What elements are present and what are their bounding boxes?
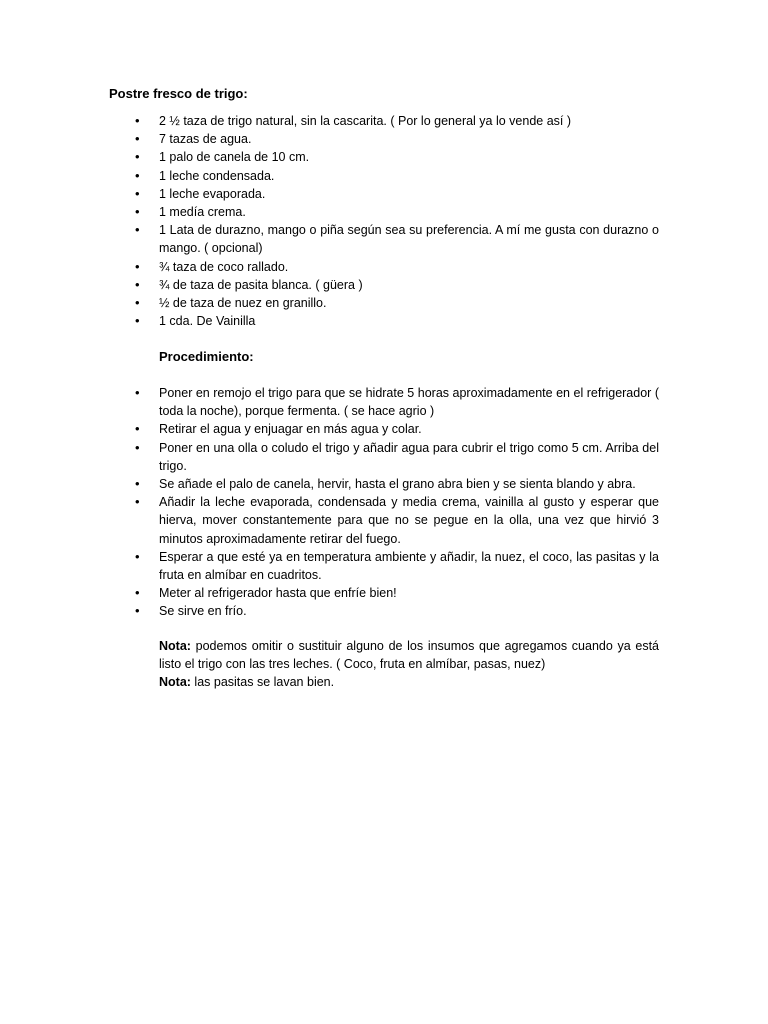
document-title: Postre fresco de trigo: bbox=[109, 86, 248, 101]
bullet-icon: • bbox=[135, 585, 140, 601]
step-text: Meter al refrigerador hasta que enfríe bien! bbox=[159, 586, 397, 601]
bullet-icon: • bbox=[135, 276, 140, 292]
list-item bbox=[135, 112, 659, 130]
ingredient-text: ½ de taza de nuez en granillo. bbox=[159, 296, 327, 311]
bullet-icon: • bbox=[135, 131, 140, 147]
ingredient-text: 1 leche evaporada. bbox=[159, 186, 266, 201]
list-item bbox=[135, 439, 659, 475]
note-paragraph bbox=[159, 637, 659, 673]
note-label: Nota: bbox=[159, 639, 191, 653]
step-text: Poner en una olla o coludo el trigo y añadir agua para cubrir el trigo como 5 cm. Arriba del trigo. bbox=[159, 440, 659, 473]
bullet-icon: • bbox=[135, 494, 140, 510]
note-text: las pasitas se lavan bien. bbox=[190, 675, 335, 690]
list-item bbox=[135, 203, 659, 221]
bullet-icon: • bbox=[135, 548, 140, 564]
list-item bbox=[135, 312, 659, 330]
bullet-icon: • bbox=[135, 385, 140, 400]
step-text: Retirar el agua y enjuagar en más agua y colar. bbox=[159, 422, 422, 437]
list-item bbox=[135, 294, 659, 312]
bullet-icon: • bbox=[135, 421, 140, 437]
list-item bbox=[135, 148, 659, 166]
bullet-icon: • bbox=[135, 149, 140, 165]
bullet-icon: • bbox=[135, 295, 140, 311]
list-item bbox=[135, 384, 659, 420]
bullet-icon: • bbox=[135, 185, 140, 201]
bullet-icon: • bbox=[135, 258, 140, 274]
step-text: Añadir la leche evaporada, condensada y media crema, vainilla al gusto y esperar que hierva, mover constantemente para que no se pegue en la olla, una vez que hirvió 3 minutos aproximadamente retirar del fuego. bbox=[159, 495, 659, 546]
bullet-icon: • bbox=[135, 313, 140, 329]
ingredients-list bbox=[135, 112, 659, 330]
list-item bbox=[135, 584, 659, 602]
ingredient-text: 2 ½ taza de trigo natural, sin la cascarita. ( Por lo general ya lo vende así ) bbox=[159, 114, 572, 128]
step-text: Se sirve en frío. bbox=[159, 604, 247, 619]
bullet-icon: • bbox=[135, 113, 140, 128]
bullet-icon: • bbox=[135, 476, 140, 492]
note-paragraph bbox=[159, 673, 659, 691]
list-item bbox=[135, 493, 659, 548]
bullet-icon: • bbox=[135, 439, 140, 455]
ingredient-text: ¾ taza de coco rallado. bbox=[159, 259, 289, 274]
list-item bbox=[135, 258, 659, 276]
procedure-list bbox=[135, 384, 659, 621]
list-item bbox=[135, 602, 659, 620]
bullet-icon: • bbox=[135, 222, 140, 238]
procedure-heading: Procedimiento: bbox=[159, 349, 254, 364]
notes-section bbox=[159, 637, 659, 692]
step-text: Esperar a que esté ya en temperatura ambiente y añadir, la nuez, el coco, las pasitas y la fruta en almíbar en cuadritos. bbox=[159, 549, 659, 583]
list-item bbox=[135, 185, 659, 203]
bullet-icon: • bbox=[135, 204, 140, 220]
ingredient-text: 7 tazas de agua. bbox=[159, 132, 252, 147]
bullet-icon: • bbox=[135, 167, 140, 183]
step-text: Se añade el palo de canela, hervir, hasta el grano abra bien y se sienta blando y abra. bbox=[159, 477, 636, 492]
ingredient-text: 1 palo de canela de 10 cm. bbox=[159, 150, 310, 165]
ingredient-text: ¾ de taza de pasita blanca. ( güera ) bbox=[159, 277, 363, 292]
list-item bbox=[135, 548, 659, 584]
list-item bbox=[135, 221, 659, 257]
note-label: Nota: bbox=[159, 675, 191, 690]
list-item bbox=[135, 420, 659, 438]
list-item bbox=[135, 276, 659, 294]
note-text: podemos omitir o sustituir alguno de los insumos que agregamos cuando ya está listo el trigo con las tres leches. ( Coco, fruta en almíbar, pasas, nuez) bbox=[159, 639, 659, 672]
step-text: Poner en remojo el trigo para que se hidrate 5 horas aproximadamente en el refrigerador ( toda la noche), porque fermenta. ( se hace agrio ) bbox=[159, 386, 659, 419]
ingredient-text: 1 medía crema. bbox=[159, 205, 246, 220]
ingredient-text: 1 leche condensada. bbox=[159, 168, 275, 183]
list-item bbox=[135, 475, 659, 493]
ingredient-text: 1 Lata de durazno, mango o piña según sea su preferencia. A mí me gusta con durazno o mango. ( opcional) bbox=[159, 223, 659, 256]
ingredient-text: 1 cda. De Vainilla bbox=[159, 314, 256, 329]
list-item bbox=[135, 130, 659, 148]
bullet-icon: • bbox=[135, 603, 140, 619]
list-item bbox=[135, 167, 659, 185]
